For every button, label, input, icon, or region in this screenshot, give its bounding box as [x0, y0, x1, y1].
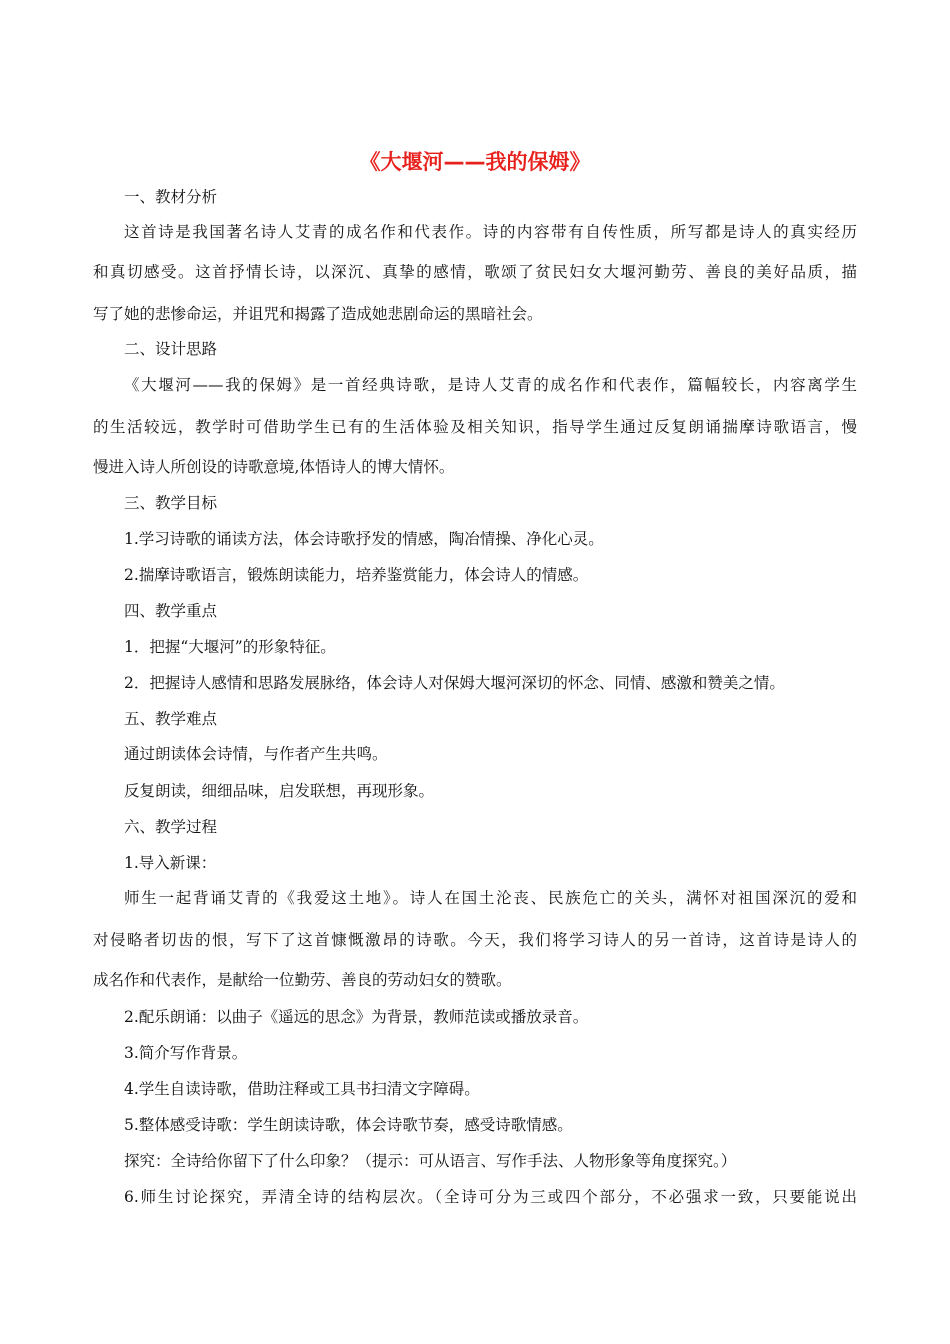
paragraph-line: 的生活较远，教学时可借助学生已有的生活体验及相关知识，指导学生通过反复朗诵揣摩诗歌语言，慢 [93, 418, 857, 436]
paragraph-line: 反复朗读，细细品味，启发联想，再现形象。 [124, 782, 435, 800]
paragraph-line: 慢进入诗人所创设的诗歌意境,体悟诗人的博大情怀。 [93, 458, 455, 476]
list-item: 2.配乐朗诵：以曲子《遥远的思念》为背景，教师范读或播放录音。 [124, 1008, 589, 1026]
list-item: 1.学习诗歌的诵读方法，体会诗歌抒发的情感，陶冶情操、净化心灵。 [124, 530, 604, 548]
list-item: 3.简介写作背景。 [124, 1044, 248, 1062]
list-item: 5.整体感受诗歌：学生朗读诗歌，体会诗歌节奏，感受诗歌情感。 [124, 1116, 573, 1134]
paragraph-line: 对侵略者切齿的恨，写下了这首慷慨激昂的诗歌。今天，我们将学习诗人的另一首诗，这首诗是诗人的 [93, 931, 857, 949]
list-item: 2.揣摩诗歌语言，锻炼朗读能力，培养鉴赏能力，体会诗人的情感。 [124, 566, 589, 584]
paragraph-line: 成名作和代表作，是献给一位勤劳、善良的劳动妇女的赞歌。 [93, 971, 512, 989]
paragraph-line: 这首诗是我国著名诗人艾青的成名作和代表作。诗的内容带有自传性质，所写都是诗人的真实经历 [124, 223, 857, 241]
list-item: 2．把握诗人感情和思路发展脉络，体会诗人对保姆大堰河深切的怀念、同情、感激和赞美之情。 [124, 674, 785, 692]
paragraph-line: 写了她的悲惨命运，并诅咒和揭露了造成她悲剧命运的黑暗社会。 [93, 305, 543, 323]
document-title: 《大堰河——我的保姆》 [359, 150, 591, 174]
paragraph-line: 《大堰河——我的保姆》是一首经典诗歌，是诗人艾青的成名作和代表作，篇幅较长，内容离学生 [124, 376, 857, 394]
section-heading: 一、教材分析 [124, 188, 218, 206]
section-heading: 二、设计思路 [124, 340, 218, 358]
paragraph-line: 通过朗读体会诗情，与作者产生共鸣。 [124, 745, 388, 763]
section-heading: 五、教学难点 [124, 710, 218, 728]
paragraph-line: 师生一起背诵艾青的《我爱这土地》。诗人在国土沦丧、民族危亡的关头，满怀对祖国深沉的爱和 [124, 889, 857, 907]
list-item: 1．把握“大堰河”的形象特征。 [124, 638, 336, 656]
section-heading: 四、教学重点 [124, 602, 218, 620]
paragraph-line: 探究：全诗给你留下了什么印象？（提示：可从语言、写作手法、人物形象等角度探究。） [124, 1152, 737, 1170]
list-item: 1.导入新课： [124, 854, 217, 872]
section-heading: 三、教学目标 [124, 494, 218, 512]
list-item: 4.学生自读诗歌，借助注释或工具书扫清文字障碍。 [124, 1080, 480, 1098]
paragraph-line: 和真切感受。这首抒情长诗，以深沉、真挚的感情，歌颂了贫民妇女大堰河勤劳、善良的美好品质，描 [93, 263, 857, 281]
section-heading: 六、教学过程 [124, 818, 218, 836]
list-item: 6.师生讨论探究，弄清全诗的结构层次。（全诗可分为三或四个部分，不必强求一致，只要能说出 [124, 1188, 857, 1206]
